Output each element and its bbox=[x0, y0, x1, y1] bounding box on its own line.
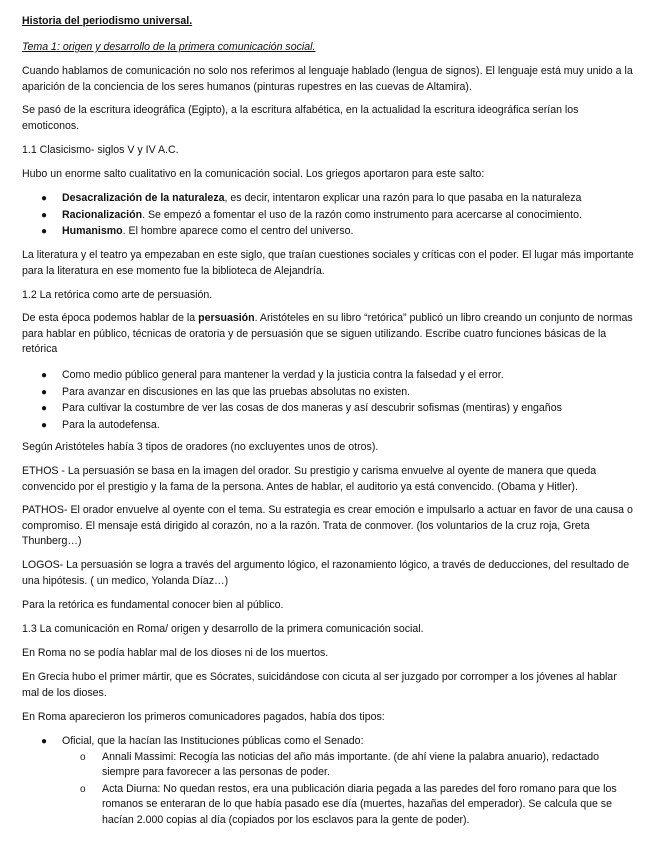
rhetoric-functions-list bbox=[22, 368, 634, 434]
bullet-icon: ● bbox=[41, 226, 48, 237]
section-heading-1-1: 1.1 Clasicismo- siglos V y IV A.C. bbox=[22, 144, 179, 156]
bullet-icon: ● bbox=[41, 209, 48, 221]
bullet-icon: ● bbox=[41, 386, 48, 398]
section-heading-1-3: 1.3 La comunicación en Roma/ origen y desarrollo de la primera comunicación social. bbox=[22, 623, 424, 635]
paragraph-pathos: PATHOS- El orador envuelve al oyente con el tema. Su estrategia es crear emoción e impulsarlo a actuar en favor de una causa o compromiso. El mensaje está dirigido al corazón, no a la razón. Trata de conmover. (los voluntarios de la cruz roja, Greta Thunberg…) bbox=[22, 504, 633, 547]
list-item: ● Como medio público general para mantener la verdad y la justicia contra la falsedad y el error. bbox=[22, 368, 634, 384]
paragraph-persuasion: De esta época podemos hablar de la persuasión. Aristóteles en su libro “retórica” publicó un libro creando un conjunto de normas para hablar en público, técnicas de oratoria y de persuasión que se siguen utilizando. Escribe cuatro funciones básicas de la retórica bbox=[22, 312, 633, 355]
paragraph-literature: La literatura y el teatro ya empezaban en este siglo, que traían cuestiones sociales y críticas con el poder. El lugar más importante para la literatura en ese momento fue la biblioteca de Alejandría. bbox=[22, 249, 634, 277]
list-item: ● Desacralización de la naturaleza, es decir, intentaron explicar una razón para lo que pasaba en la naturaleza bbox=[22, 191, 634, 207]
greek-contributions-list bbox=[22, 191, 634, 241]
paragraph-writing: Se pasó de la escritura ideográfica (Egipto), a la escritura alfabética, en la actualidad la escritura ideográfica serían los emoticonos. bbox=[22, 104, 579, 132]
list-item: ● Humanismo. El hombre aparece como el centro del universo. bbox=[22, 224, 634, 240]
list-item: ● Oficial, que la hacían las Instituciones públicas como el Senado: o Annali Massimi: Recogía las noticias del año más importante. (de ahí viene la palabra anuario), redactado siempre para favorecer a las personas de poder. o Acta Diurna: No quedan restos, era una publicación diaria pegada a las paredes del foro romano para que los romanos se enteraran de lo que había pasado ese día (muertes, hazañas del emperador). Se calcula que se hacían 2.000 copias al día (copiados por los esclavos para la gente de poder). bbox=[22, 734, 634, 828]
communicator-types-list bbox=[22, 734, 634, 829]
bullet-icon: ● bbox=[41, 736, 48, 747]
bullet-icon: ● bbox=[41, 403, 48, 414]
paragraph-rome: En Roma no se podía hablar mal de los dioses ni de los muertos. bbox=[22, 647, 329, 659]
sublist-item: o Annali Massimi: Recogía las noticias del año más importante. (de ahí viene la palabra anuario), redactado siempre para favorecer a las personas de poder. bbox=[80, 750, 600, 778]
paragraph-paid-communicators: En Roma aparecieron los primeros comunicadores pagados, había dos tipos: bbox=[22, 711, 385, 723]
official-sublist bbox=[62, 750, 634, 829]
page-title: Historia del periodismo universal. bbox=[22, 15, 193, 27]
paragraph-ethos: ETHOS - La persuasión se basa en la imagen del orador. Su prestigio y carisma envuelve al oyente de manera que queda convencido por el prestigio y la fama de la persona. Antes de hablar, el auditorio ya está convencido. (Obama y Hitler). bbox=[22, 465, 597, 493]
paragraph-logos: LOGOS- La persuasión se logra a través del argumento lógico, el razonamiento lógico, a través de deducciones, del resultado de una hipótesis. ( un medico, Yolanda Díaz…) bbox=[22, 559, 630, 587]
circle-bullet-icon: o bbox=[80, 751, 86, 763]
paragraph-audience: Para la retórica es fundamental conocer bien al público. bbox=[22, 599, 284, 611]
bullet-icon: ● bbox=[41, 193, 48, 204]
sublist-item: o Acta Diurna: No quedan restos, era una publicación diaria pegada a las paredes del foro romano para que los romanos se enteraran de lo que había pasado ese día (muertes, hazañas del emperador). Se calcula que se hacían 2.000 copias al día (copiados por los esclavos para la gente de poder). bbox=[80, 782, 617, 826]
paragraph-communication: Cuando hablamos de comunicación no solo nos referimos al lenguaje hablado (lengua de signos). El lenguaje está muy unido a la aparición de la conciencia de los seres humanos (pinturas rupestres en las cuevas de Altamira). bbox=[22, 65, 633, 93]
section-heading-1-2: 1.2 La retórica como arte de persuasión. bbox=[22, 289, 213, 301]
list-item: ● Para cultivar la costumbre de ver las cosas de dos maneras y así descubrir sofismas (mentiras) y engaños bbox=[22, 401, 634, 417]
paragraph-leap: Hubo un enorme salto cualitativo en la comunicación social. Los griegos aportaron para este salto: bbox=[22, 168, 485, 180]
bullet-icon: ● bbox=[41, 370, 48, 381]
paragraph-orator-types: Según Aristóteles había 3 tipos de oradores (no excluyentes unos de otros). bbox=[22, 441, 379, 453]
list-item: ● Para avanzar en discusiones en las que las pruebas absolutas no existen. bbox=[22, 385, 634, 401]
list-item: ● Racionalización. Se empezó a fomentar el uso de la razón como instrumento para acercarse al conocimiento. bbox=[22, 208, 634, 224]
circle-bullet-icon: o bbox=[80, 783, 86, 795]
bullet-icon: ● bbox=[41, 419, 48, 431]
list-item: ● Para la autodefensa. bbox=[22, 418, 634, 434]
paragraph-greece: En Grecia hubo el primer mártir, que es Sócrates, suicidándose con cicuta al ser juzgado por corromper a los jóvenes al hablar mal de los dioses. bbox=[22, 671, 617, 699]
topic-subtitle: Tema 1: origen y desarrollo de la primera comunicación social. bbox=[22, 41, 316, 53]
